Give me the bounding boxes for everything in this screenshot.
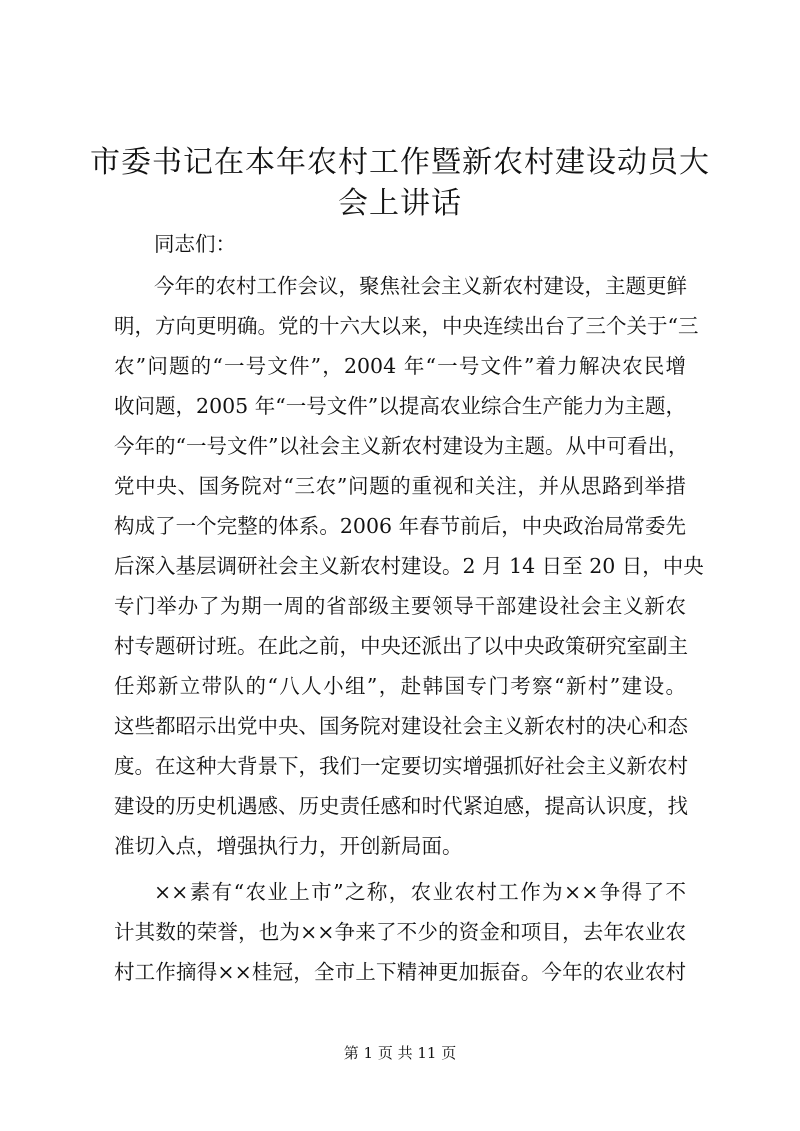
- paragraph-line: 建设的历史机遇感、历史责任感和时代紧迫感，提高认识度，找: [114, 794, 688, 818]
- paragraph-line: 准切入点，增强执行力，开创新局面。: [114, 834, 463, 858]
- title-line-2: 会上讲话: [338, 186, 462, 221]
- salutation: 同志们：: [154, 232, 236, 256]
- title-line-1: 市委书记在本年农村工作暨新农村建设动员大: [90, 145, 710, 180]
- paragraph-line: 今年的“一号文件”以社会主义新农村建设为主题。从中可看出，: [114, 434, 689, 458]
- paragraph-line: 度。在这种大背景下，我们一定要切实增强抓好社会主义新农村: [114, 754, 688, 778]
- paragraph-line: 党中央、国务院对“三农”问题的重视和关注，并从思路到举措: [114, 474, 686, 498]
- paragraph-line: 后深入基层调研社会主义新农村建设。2 月 14 日至 20 日，中央: [114, 554, 704, 578]
- paragraph-line: 这些都昭示出党中央、国务院对建设社会主义新农村的决心和态: [114, 714, 688, 738]
- paragraph-line: 收问题，2005 年“一号文件”以提高农业综合生产能力为主题，: [114, 394, 686, 418]
- paragraph-line: 村工作摘得××桂冠，全市上下精神更加振奋。今年的农业农村: [114, 960, 686, 984]
- paragraph-line: 农”问题的“一号文件”，2004 年“一号文件”着力解决农民增: [114, 354, 686, 378]
- paragraph-line: 专门举办了为期一周的省部级主要领导干部建设社会主义新农: [114, 594, 686, 618]
- page-number-footer: 第 1 页 共 11 页: [343, 1044, 457, 1062]
- paragraph-line: 计其数的荣誉，也为××争来了不少的资金和项目，去年农业农: [114, 920, 686, 944]
- paragraph-line: 构成了一个完整的体系。2006 年春节前后，中央政治局常委先: [114, 514, 686, 538]
- paragraph-line: 任郑新立带队的“八人小组”，赴韩国专门考察“新村”建设。: [114, 674, 686, 698]
- paragraph-line: 明，方向更明确。党的十六大以来，中央连续出台了三个关于“三: [114, 314, 699, 338]
- paragraph-line: ××素有“农业上市”之称，农业农村工作为××争得了不: [154, 880, 686, 904]
- paragraph-line: 村专题研讨班。在此之前，中央还派出了以中央政策研究室副主: [114, 634, 688, 658]
- paragraph-line: 今年的农村工作会议，聚焦社会主义新农村建设，主题更鲜: [154, 274, 687, 298]
